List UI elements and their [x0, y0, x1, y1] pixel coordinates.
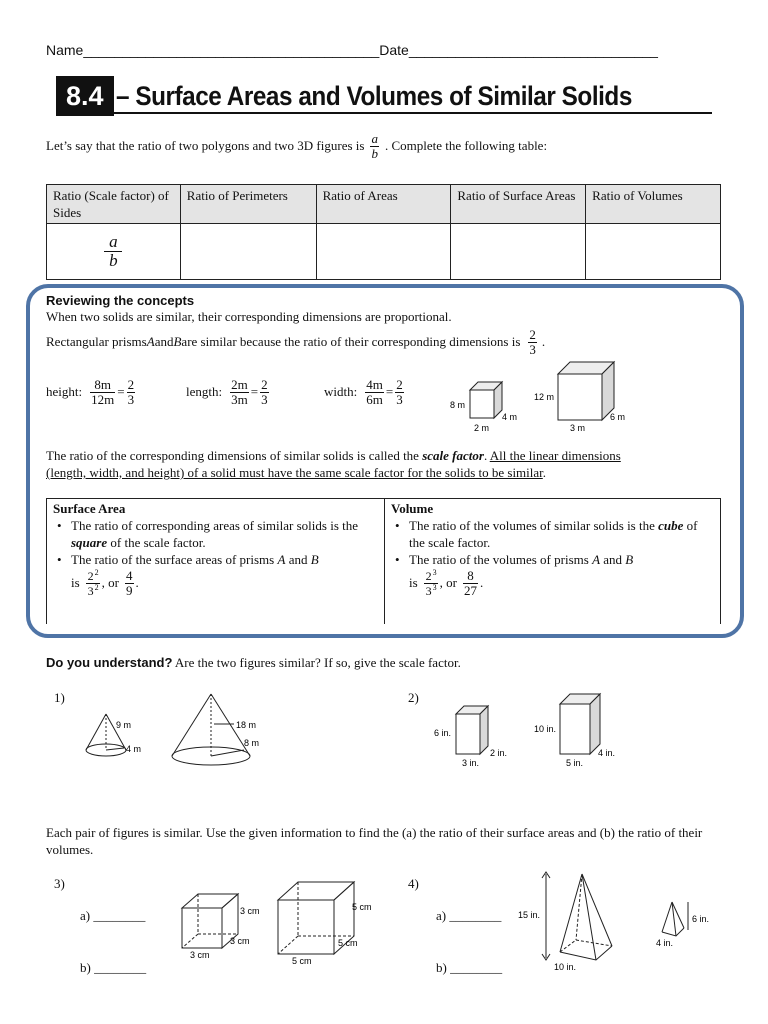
height-ratio: height: $\frac{8m}{12m}$ = $\frac{2}{3}$ — [46, 377, 135, 407]
cones-diagram — [76, 690, 276, 770]
cube-small-edge-2: 3 cm — [230, 936, 250, 946]
intro-text — [46, 132, 547, 160]
sa-ratio-expr: is $\frac{2^2}{3^2}$ , or $\frac{4}{9}$ . — [71, 568, 139, 598]
cell-volumes[interactable] — [586, 224, 721, 280]
name-date-line — [46, 42, 658, 58]
title-text: – Surface Areas and Volumes of Similar Solids — [115, 80, 632, 111]
header-sides: Ratio (Scale factor) of Sides — [47, 185, 181, 224]
q3-answer-b[interactable]: b) ________ — [80, 960, 147, 975]
review-line2: Rectangular prisms A and B are similar because the ratio of their corresponding dimensions is $\frac{2}{3}$ . — [46, 327, 546, 357]
q4-answer-a[interactable]: a) ________ — [436, 908, 502, 923]
cell-sides: $\frac{a}{b}$ — [47, 224, 181, 280]
intro-after: . Complete the following table: — [384, 138, 548, 154]
question-3-label: 3) — [54, 876, 65, 891]
cube-large-edge-2: 5 cm — [338, 938, 358, 948]
cube-large-edge-1: 5 cm — [352, 902, 372, 912]
volume-heading: Volume — [391, 501, 434, 516]
header-perimeters: Ratio of Perimeters — [180, 185, 316, 224]
surface-area-heading: Surface Area — [53, 501, 126, 516]
volume-column — [385, 499, 720, 624]
box-q2-small-width: 2 in. — [490, 748, 508, 758]
header-areas: Ratio of Areas — [316, 185, 451, 224]
box-q2-large-length: 5 in. — [566, 758, 584, 768]
sa-bullet-1: • The ratio of corresponding areas of similar solids is the square of the scale factor. — [53, 517, 378, 551]
scale-factor-paragraph: The ratio of the corresponding dimensions of similar solids is called the scale factor. All the linear dimensions (length, width, and height) of a solid must have the same scale factor for the solids to be similar. — [46, 448, 621, 480]
cell-perimeters[interactable] — [180, 224, 316, 280]
prism-small-height: 8 m — [450, 400, 466, 410]
vol-ratio-expr: is $\frac{2^3}{3^3}$ , or $\frac{8}{27}$ . — [409, 568, 484, 598]
page-title — [58, 80, 712, 114]
pyramid-large-height: 15 in. — [518, 910, 541, 920]
vol-bullet-2: • The ratio of the volumes of prisms A and B — [391, 551, 714, 568]
cone-large-radius: 8 m — [244, 738, 260, 748]
date-blank[interactable]: ________________________________ — [408, 42, 658, 58]
q3-answer-a[interactable]: a) ________ — [80, 908, 146, 923]
question-1-label: 1) — [54, 690, 65, 705]
understand-prompt: Do you understand? Are the two figures similar? If so, give the scale factor. — [46, 655, 461, 670]
ratio-table — [46, 184, 721, 280]
prism-large — [558, 362, 614, 420]
cell-areas[interactable] — [316, 224, 451, 280]
prism-large-width: 6 m — [610, 412, 626, 422]
vol-bullet-1: • The ratio of the volumes of similar solids is the cube of the scale factor. — [391, 517, 714, 551]
header-surface-areas: Ratio of Surface Areas — [451, 185, 586, 224]
prism-small — [470, 382, 502, 418]
date-label: Date — [379, 42, 409, 58]
cube-small-edge-1: 3 cm — [240, 906, 260, 916]
width-ratio: width: $\frac{4m}{6m}$ = $\frac{2}{3}$ — [324, 377, 403, 407]
pyramid-small-base: 4 in. — [656, 938, 674, 948]
cone-small-radius: 4 m — [126, 744, 142, 754]
cell-surface-areas[interactable] — [451, 224, 586, 280]
boxes-q2-diagram — [430, 692, 630, 770]
pyramid-large — [542, 872, 612, 960]
q4-answer-b[interactable]: b) ________ — [436, 960, 503, 975]
sa-bullet-2: • The ratio of the surface areas of prisms A and B — [53, 551, 378, 568]
prisms-diagram — [444, 350, 644, 436]
box-q2-large — [560, 694, 600, 754]
review-heading: Reviewing the concepts — [46, 293, 195, 308]
question-4-label: 4) — [408, 876, 419, 891]
box-q2-small-length: 3 in. — [462, 758, 480, 768]
intro-before: Let’s say that the ratio of two polygons and two 3D figures is — [46, 138, 365, 154]
cone-large-height: 18 m — [236, 720, 257, 730]
pyramids-q4-diagram — [516, 866, 722, 976]
prism-large-height: 12 m — [534, 392, 555, 402]
name-label: Name — [46, 42, 84, 58]
question-2-label: 2) — [408, 690, 419, 705]
sa-volume-table — [46, 498, 721, 624]
box-q2-small — [456, 706, 488, 754]
box-q2-large-width: 4 in. — [598, 748, 616, 758]
similar-instructions: Each pair of figures is similar. Use the given information to find the (a) the ratio of their surface areas and (b) the ratio of their volumes. — [46, 825, 703, 857]
name-blank[interactable]: ______________________________________ — [83, 42, 380, 58]
header-volumes: Ratio of Volumes — [586, 185, 721, 224]
pyramid-small — [662, 902, 688, 936]
pyramid-small-height: 6 in. — [692, 914, 710, 924]
prism-large-length: 3 m — [570, 423, 586, 433]
prism-small-length: 2 m — [474, 423, 490, 433]
cone-small-height: 9 m — [116, 720, 132, 730]
length-ratio: length: $\frac{2m}{3m}$ = $\frac{2}{3}$ — [186, 377, 268, 407]
box-q2-small-height: 6 in. — [434, 728, 452, 738]
prism-small-width: 4 m — [502, 412, 518, 422]
pyramid-large-base: 10 in. — [554, 962, 577, 972]
cubes-q3-diagram — [176, 876, 376, 966]
review-line1: When two solids are similar, their corresponding dimensions are proportional. — [46, 309, 452, 324]
cube-small-edge-3: 3 cm — [190, 950, 210, 960]
section-number: 8.4 — [58, 78, 112, 114]
ratio-a-over-b: $\frac{a}{b}$ — [371, 131, 378, 161]
surface-area-column — [47, 499, 385, 624]
box-q2-large-height: 10 in. — [534, 724, 557, 734]
cube-large-edge-3: 5 cm — [292, 956, 312, 966]
